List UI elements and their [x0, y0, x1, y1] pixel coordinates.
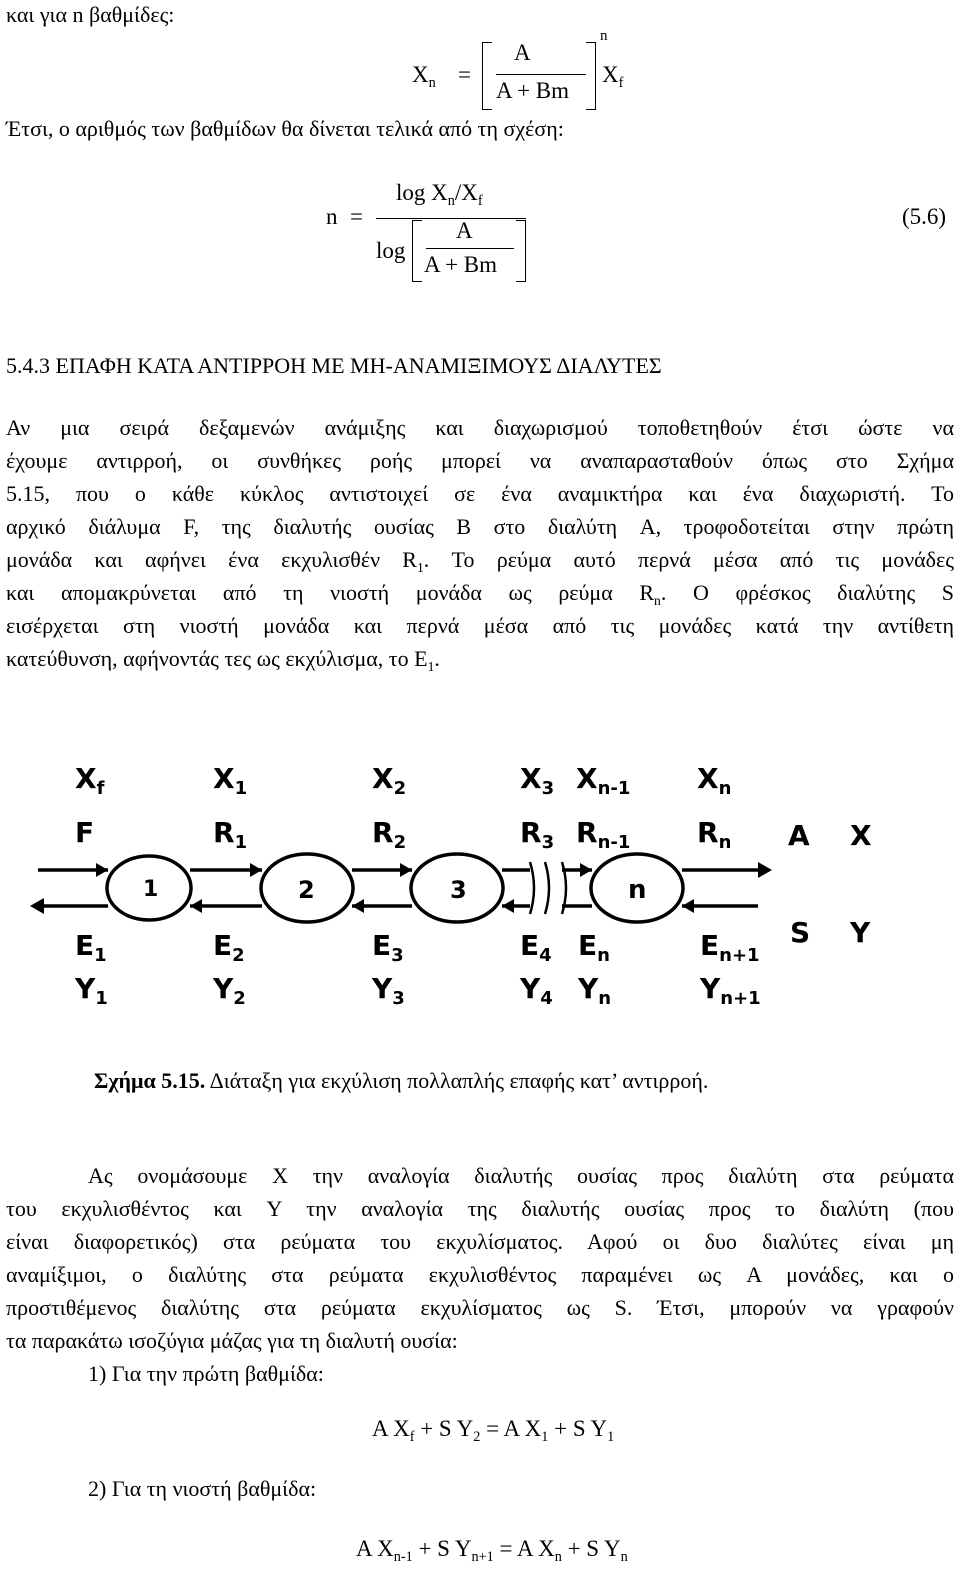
caption-text: Διάταξη για εκχύλιση πολλαπλής επαφής κατ’ αντιρροή.: [205, 1068, 709, 1093]
eq-n-log: log: [376, 238, 406, 263]
eq-xn-denominator: A + Bm: [496, 78, 570, 103]
figure-caption: [94, 1068, 708, 1094]
main-fraction-bar: [376, 218, 526, 219]
countercurrent-diagram: [0, 750, 960, 1010]
section-heading-text: 5.4.3 ΕΠΑΦΗ ΚΑΤΑ ΑΝΤΙΡΡΟΗ ΜΕ ΜΗ-ΑΝΑΜΙΞΙΜΟΥΣ ΔΙΑΛΥΤΕΣ: [6, 353, 662, 378]
para2-line: αναμίξιμοι, ο διαλύτης στα ρεύματα εκχυλισθέντος παραμένει ως A μονάδες, και ο: [6, 1262, 954, 1287]
para2-line: του εκχυλισθέντος και Y την αναλογία της διαλυτής ουσίας προς το διαλύτη (που: [6, 1196, 954, 1221]
den-left-bracket: [412, 220, 422, 282]
label-x: X: [850, 819, 872, 852]
para2-line: τα παρακάτω ισοζύγια μάζας για τη διαλυτή ουσία:: [6, 1328, 458, 1353]
eq-xn-rhs: $X_f$: [602, 62, 624, 91]
label-rn: $R_n$: [697, 816, 732, 853]
label-xf: $X_f$: [75, 762, 105, 799]
para2-line: προστιθέμενος διαλύτης στα ρεύματα εκχυλίσματος ως S. Έτσι, μπορούν να γραφούν: [6, 1295, 954, 1320]
label-e3: $E_3$: [372, 929, 404, 966]
eq-n-equals: =: [350, 204, 363, 229]
para2-line: είναι διαφορετικός) στα ρεύματα του εκχυλίσματος. Αφού οι δυο διαλύτες είναι μη: [6, 1229, 954, 1254]
list-item-1: 1) Για την πρώτη βαθμίδα:: [88, 1361, 324, 1386]
intro-line: [6, 2, 174, 28]
mass-balance-first-stage: A $X_f + S$ $Y_2 = A$ $X_1 + S$ $Y_1$: [372, 1416, 615, 1445]
unit-1-label: 1: [143, 877, 159, 902]
para1-line: και απομακρύνεται από τη νιοστή μονάδα ως ρεύμα $R_n$. Ο φρέσκος διαλύτης S: [6, 580, 955, 608]
label-x3: $X_3$: [520, 762, 555, 799]
eq-xn-lhs: $X_n$: [412, 62, 436, 91]
label-y: Y: [850, 916, 871, 949]
label-e2: $E_2$: [213, 929, 245, 966]
label-y3: $Y_3$: [372, 972, 405, 1009]
eq-xn-equals: =: [458, 62, 471, 87]
figure-5-15: [0, 750, 960, 1010]
eq-xn-numerator: A: [514, 40, 531, 65]
label-x1: $X_1$: [213, 762, 248, 799]
eq-n-numerator: $\log X_n/X_f$: [396, 180, 483, 209]
para1-line: μονάδα και αφήνει ένα εκχυλισθέν $R_1$. Το ρεύμα αυτό περνά μέσα από τις μονάδες: [6, 547, 954, 575]
intro-text-2: Έτσι, ο αριθμός των βαθμίδων θα δίνεται τελικά από τη σχέση:: [6, 116, 564, 141]
para1-line: αρχικό διάλυμα F, της διαλυτής ουσίας B στο διαλύτη A, τροφοδοτείται στην πρώτη: [6, 514, 954, 539]
para1-line: Αν μια σειρά δεξαμενών ανάμιξης και διαχωρισμού τοποθετηθούν έτσι ώστε να: [6, 415, 954, 440]
label-xn-1: $X_{n-1}$: [576, 762, 631, 799]
fraction-bar: [496, 74, 586, 75]
label-r3: $R_3$: [520, 816, 555, 853]
label-en1: $E_{n+1}$: [700, 929, 760, 966]
label-e4: $E_4$: [520, 929, 552, 966]
unit-2-label: 2: [298, 876, 315, 904]
label-r1: $R_1$: [213, 816, 248, 853]
caption-label: Σχήμα 5.15.: [94, 1068, 206, 1093]
label-y1: $Y_1$: [75, 972, 108, 1009]
unit-n-label: n: [628, 875, 647, 905]
left-bracket: [482, 42, 492, 110]
break-marks: [530, 862, 566, 914]
equation-number: (5.6): [902, 204, 947, 229]
para1-line: κατεύθυνση, αφήνοντάς τες ως εκχύλισμα, το $E_1$.: [6, 646, 440, 674]
intro-line-2: [6, 116, 564, 142]
label-yn: $Y_n$: [578, 972, 612, 1009]
para1-line: έχουμε αντιρροή, οι συνθήκες ροής μπορεί να αναπαρασταθούν όπως στο Σχήμα: [6, 448, 954, 473]
label-x2: $X_2$: [372, 762, 407, 799]
eq-n-den-numerator: A: [456, 218, 473, 243]
label-rn-1: $R_{n-1}$: [576, 816, 631, 853]
inner-fraction-bar: [426, 248, 514, 249]
section-heading: [6, 353, 662, 379]
para1-line: εισέρχεται στη νιοστή μονάδα και περνά μέσα από τις μονάδες κατά την αντίθετη: [6, 613, 954, 638]
mass-balance-nth-stage: A $X_{n-1} + S$ $Y_{n+1} = A$ $X_n + S$ $Y_n$: [356, 1536, 628, 1565]
equation-xn: [412, 28, 652, 114]
label-xn: $X_n$: [697, 762, 732, 799]
list-item-2: 2) Για τη νιοστή βαθμίδα:: [88, 1476, 317, 1501]
label-a: A: [788, 819, 810, 852]
intro-text: και για n βαθμίδες:: [6, 2, 175, 27]
den-right-bracket: [516, 220, 526, 282]
eq-n-den-denominator: A + Bm: [424, 252, 498, 277]
unit-3-label: 3: [450, 876, 467, 904]
eq-n-lhs: n: [326, 204, 338, 229]
equation-5-6: [326, 178, 956, 288]
para1-line: 5.15, που ο κάθε κύκλος αντιστοιχεί σε ένα αναμικτήρα και ένα διαχωριστή. Το: [6, 481, 954, 506]
label-e1: $E_1$: [75, 929, 107, 966]
label-y4: $Y_4$: [520, 972, 553, 1009]
label-s: S: [790, 916, 811, 949]
label-f: F: [75, 816, 95, 849]
eq-xn-power: n: [600, 28, 608, 44]
label-en: $E_n$: [578, 929, 610, 966]
right-bracket: [586, 42, 596, 110]
label-r2: $R_2$: [372, 816, 407, 853]
label-y2: $Y_2$: [213, 972, 246, 1009]
label-yn1: $Y_{n+1}$: [700, 972, 761, 1009]
para2-line: Ας ονομάσουμε X την αναλογία διαλυτής ουσίας προς διαλύτη στα ρεύματα: [88, 1163, 954, 1188]
